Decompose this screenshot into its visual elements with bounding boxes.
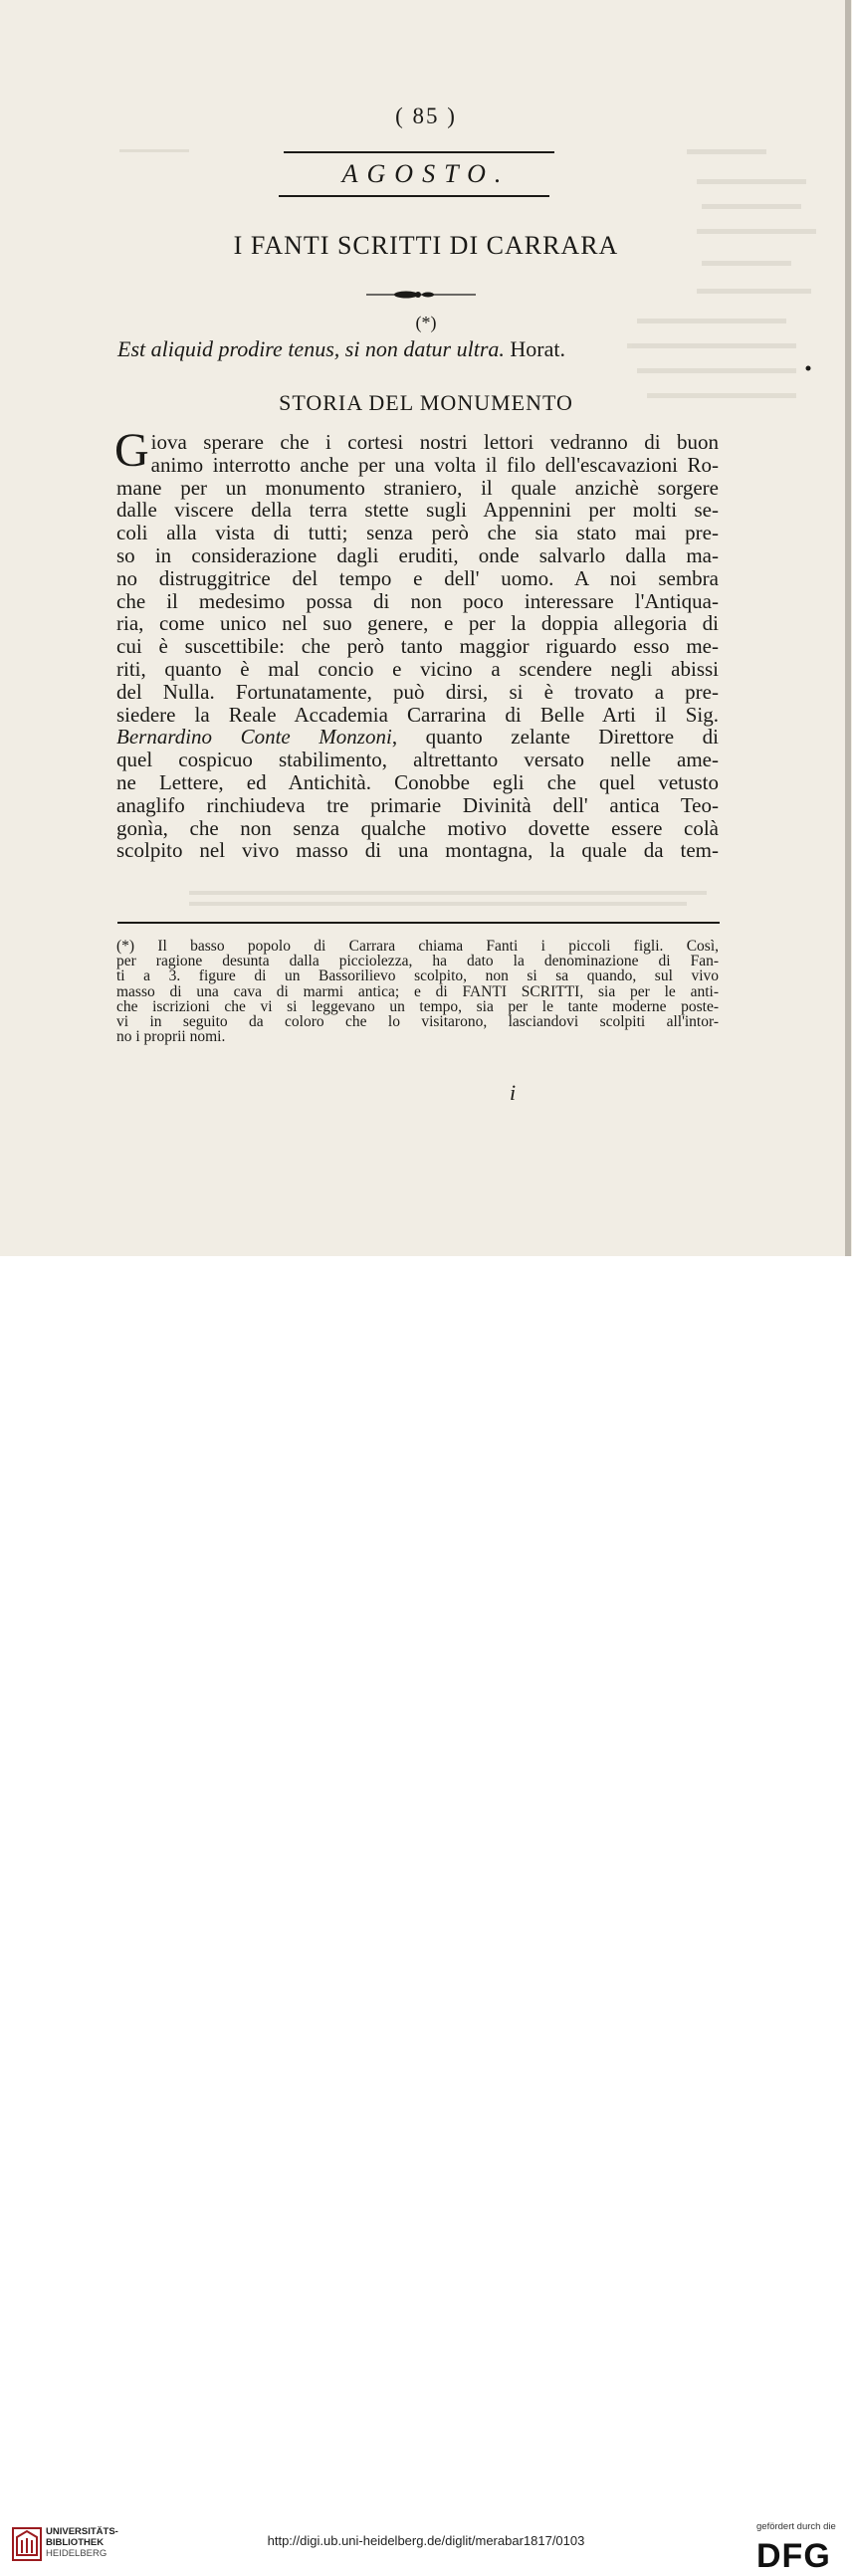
body-line-name: [116, 726, 719, 749]
body-line: gonìa, che non senza qualche motivo dovette essere colà: [116, 815, 719, 840]
body-line: dalle viscere della terra stette sugli Appennini per molti se-: [116, 498, 719, 523]
body-line: so in considerazione dagli eruditi, onde salvarlo dalla ma-: [116, 542, 719, 567]
month-rule-top: [284, 151, 554, 153]
body-line: iova sperare che i cortesi nostri lettori vedranno di buon: [150, 430, 719, 454]
body-line: ne Lettere, ed Antichità. Conobbe egli che quel vetusto: [116, 769, 719, 794]
month-heading: AGOSTO.: [341, 159, 511, 188]
article-title: I FANTI SCRITTI DI CARRARA: [233, 231, 619, 260]
body-line: no distruggitrice del tempo e dell' uomo. A noi sembra: [116, 565, 719, 590]
body-line: scolpito nel vivo masso di una montagna, la quale da tem-: [116, 838, 719, 863]
library-line: HEIDELBERG: [46, 2548, 107, 2559]
body-line: animo interrotto anche per una volta il filo dell'escavazioni Ro-: [150, 452, 719, 477]
body-line: che il medesimo possa di non poco interessare l'Antiqua-: [116, 588, 719, 613]
body-line: anaglifo rinchiudeva tre primarie Divinità dell' antica Teo-: [116, 792, 719, 817]
viewer-footer: [0, 1256, 852, 2575]
body-line: del Nulla. Fortunatamente, può dirsi, si è trovato a pre-: [116, 679, 719, 704]
epigraph-text: Est aliquid prodire tenus, si non datur ultra.: [117, 336, 505, 361]
footnote-line: masso di una cava di marmi antica; e di FANTI SCRITTI, sia per le anti-: [116, 982, 719, 1000]
footnote-line: ti a 3. figure di un Bassorilievo scolpito, non si sa quando, sul vivo: [116, 967, 719, 985]
footnote-line: no i proprii nomi.: [116, 1028, 226, 1046]
library-line: BIBLIOTHEK: [46, 2537, 105, 2548]
drop-cap: G: [114, 424, 149, 477]
footnote-line: che iscrizioni che vi si leggevano un tempo, sia per le tante moderne poste-: [116, 997, 719, 1015]
footnote: [116, 939, 719, 1044]
body-line: ria, come unico nel suo genere, e per la doppia allegoria di: [116, 611, 719, 636]
signature-mark: i: [510, 1080, 517, 1105]
footnote-line: vi in seguito da coloro che lo visitarono, lasciandovi scolpiti all'intor-: [116, 1012, 719, 1030]
epigraph: [117, 336, 717, 362]
person-name: Bernardino Conte Monzoni: [116, 725, 392, 750]
footnote-marker: (*): [415, 313, 437, 332]
footnote-line: per ragione desunta dalla picciolezza, ha dato la denominazione di Fan-: [116, 953, 719, 970]
body-line: quel cospicuo stabilimento, altrettanto versato nelle ame-: [116, 748, 719, 772]
body-line: mane per un monumento straniero, il quale anzichè sorgere: [116, 475, 719, 500]
body-line: cui è suscettibile: che però tanto maggior riguardo esso me-: [116, 634, 719, 659]
library-line: UNIVERSITÄTS-: [46, 2526, 118, 2537]
body-text: [114, 424, 719, 863]
section-subtitle: STORIA DEL MONUMENTO: [279, 390, 573, 415]
scanned-page: [0, 0, 852, 1256]
footnote-line: (*) Il basso popolo di Carrara chiama Fanti i piccoli figli. Così,: [116, 938, 719, 955]
dfg-logo[interactable]: DFG: [756, 2537, 831, 2575]
month-rule-bottom: [279, 195, 549, 197]
page-number: ( 85 ): [395, 104, 457, 128]
name-line-rest: , quanto zelante Direttore di: [391, 725, 719, 750]
ornament-divider: [366, 288, 476, 302]
epigraph-author: Horat.: [510, 336, 565, 361]
funded-by-label: gefördert durch die: [756, 2521, 836, 2532]
permalink-url[interactable]: http://digi.ub.uni-heidelberg.de/diglit/merabar1817/0103: [267, 2533, 585, 2548]
body-line: riti, quanto è mal concio e vicino a scendere negli abissi: [116, 656, 719, 681]
body-line: coli alla vista di tutti; senza però che sia stato mai pre-: [116, 521, 719, 545]
body-line: siedere la Reale Accademia Carrarina di Belle Arti il Sig.: [116, 702, 719, 727]
footnote-rule: [117, 922, 720, 924]
